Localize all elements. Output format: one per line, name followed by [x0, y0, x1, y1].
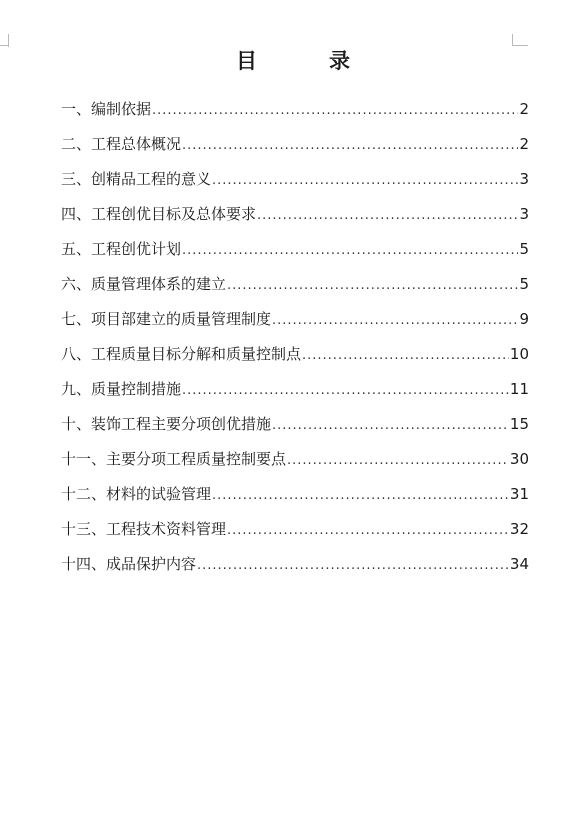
toc-entry-label[interactable]: 十、装饰工程主要分项创优措施 — [61, 415, 272, 433]
toc-entry-label[interactable]: 十三、工程技术资料管理 — [61, 520, 227, 538]
toc-entry-page-number[interactable]: 11 — [509, 380, 529, 398]
toc-entry-page-number[interactable]: 3 — [519, 205, 529, 223]
toc-entry-label[interactable]: 五、工程创优计划 — [61, 240, 182, 258]
toc-entry-leader-dots — [197, 554, 509, 578]
toc-entry[interactable] — [61, 482, 529, 517]
toc-entry-leader-dots — [257, 204, 518, 228]
toc-entry-label[interactable]: 四、工程创优目标及总体要求 — [61, 205, 257, 223]
toc-entry-page-number[interactable]: 9 — [519, 310, 529, 328]
toc-entry-label[interactable]: 一、编制依据 — [61, 100, 152, 118]
toc-entry-page-number[interactable]: 5 — [519, 240, 529, 258]
table-of-contents — [61, 97, 529, 587]
toc-entry-label[interactable]: 九、质量控制措施 — [61, 380, 182, 398]
toc-entry[interactable] — [61, 237, 529, 272]
toc-entry-label[interactable]: 二、工程总体概况 — [61, 135, 182, 153]
toc-entry[interactable] — [61, 412, 529, 447]
toc-entry-leader-dots — [212, 169, 518, 193]
toc-entry-page-number[interactable]: 32 — [509, 520, 529, 538]
toc-entry-leader-dots — [152, 99, 518, 123]
toc-entry-page-number[interactable]: 10 — [509, 345, 529, 363]
toc-entry-leader-dots — [212, 484, 509, 508]
toc-entry[interactable] — [61, 202, 529, 237]
toc-entry-page-number[interactable]: 30 — [509, 450, 529, 468]
toc-entry-label[interactable]: 八、工程质量目标分解和质量控制点 — [61, 345, 302, 363]
toc-entry-leader-dots — [182, 134, 518, 158]
toc-entry-page-number[interactable]: 34 — [509, 555, 529, 573]
toc-entry-leader-dots — [272, 414, 509, 438]
toc-entry[interactable] — [61, 132, 529, 167]
toc-entry[interactable] — [61, 167, 529, 202]
toc-entry[interactable] — [61, 552, 529, 587]
toc-entry-label[interactable]: 十二、材料的试验管理 — [61, 485, 212, 503]
toc-entry-label[interactable]: 七、项目部建立的质量管理制度 — [61, 310, 272, 328]
toc-entry-leader-dots — [302, 344, 509, 368]
toc-entry[interactable] — [61, 272, 529, 307]
toc-entry[interactable] — [61, 447, 529, 482]
toc-entry[interactable] — [61, 307, 529, 342]
toc-entry-leader-dots — [272, 309, 518, 333]
toc-entry-page-number[interactable]: 31 — [509, 485, 529, 503]
toc-entry-label[interactable]: 六、质量管理体系的建立 — [61, 275, 227, 293]
toc-entry[interactable] — [61, 342, 529, 377]
toc-entry-page-number[interactable]: 2 — [519, 100, 529, 118]
toc-entry-leader-dots — [227, 519, 509, 543]
toc-entry-page-number[interactable]: 15 — [509, 415, 529, 433]
toc-entry-leader-dots — [182, 239, 518, 263]
toc-entry-label[interactable]: 三、创精品工程的意义 — [61, 170, 212, 188]
toc-entry-leader-dots — [182, 379, 509, 403]
toc-entry-leader-dots — [287, 449, 509, 473]
toc-entry-label[interactable]: 十四、成品保护内容 — [61, 555, 197, 573]
toc-entry[interactable] — [61, 377, 529, 412]
toc-entry-page-number[interactable]: 5 — [519, 275, 529, 293]
toc-entry-page-number[interactable]: 2 — [519, 135, 529, 153]
toc-entry-leader-dots — [227, 274, 518, 298]
toc-entry-page-number[interactable]: 3 — [519, 170, 529, 188]
toc-entry-label[interactable]: 十一、主要分项工程质量控制要点 — [61, 450, 287, 468]
page-title — [0, 45, 586, 75]
toc-entry[interactable] — [61, 517, 529, 552]
page-title-left-char: 目 — [236, 49, 257, 73]
toc-entry[interactable] — [61, 97, 529, 132]
page-title-right-char: 录 — [329, 49, 350, 73]
